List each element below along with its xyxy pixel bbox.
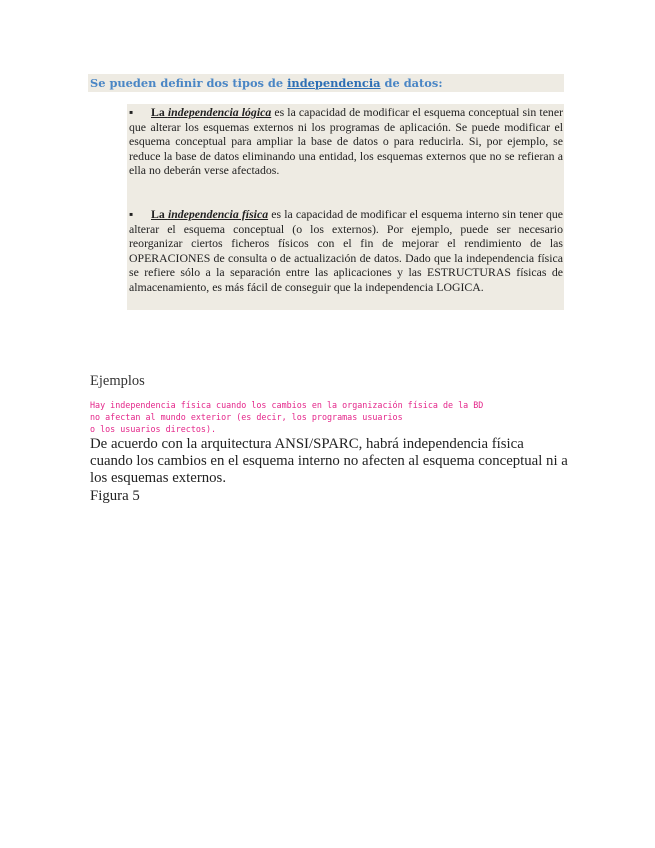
- definition-fisica: [129, 207, 563, 295]
- heading-prefix: Se pueden definir dos tipos de: [90, 76, 288, 90]
- term-fisica: [151, 207, 268, 221]
- independencia-link[interactable]: independencia: [287, 76, 381, 90]
- term-article: La: [151, 207, 168, 221]
- bullet-icon: ▪: [129, 207, 134, 221]
- example-code-block: Hay independencia física cuando los cambios en la organización física de la BD no afectan al mundo exterior (es decir, los programas usuarios o los usuarios directos).: [90, 400, 484, 434]
- heading-suffix: de datos:: [380, 76, 443, 90]
- figure-caption: Figura 5: [90, 488, 140, 504]
- definition-text: es la capacidad de modificar el esquema conceptual sin tener que alterar los esquemas externos ni los programas de aplicación. Se puede modificar el esquema conceptual para ampliar la base de datos o para reducirla. Si, por ejemplo, se reduce la base de datos eliminando una entidad, los esquemas externos que no se refieran a ella no deberán verse afectados.: [129, 105, 563, 178]
- term-name: independencia física: [167, 207, 269, 221]
- term-article: La: [151, 105, 168, 119]
- ansi-sparc-paragraph: De acuerdo con la arquitectura ANSI/SPARC, habrá independencia física cuando los cambios en el esquema interno no afecten al esquema conceptual ni a los esquemas externos.: [90, 436, 568, 486]
- definition-text: es la capacidad de modificar el esquema interno sin tener que alterar el esquema conceptual (o los externos). Por ejemplo, puede ser necesario reorganizar ciertos ficheros físicos con el fin de mejorar el rendimiento de las OPERACIONES de consulta o de actualización de datos. Dado que la independencia física se refiere sólo a la separación entre las aplicaciones y las ESTRUCTURAS físicas de almacenamiento, es más fácil de conseguir que la independencia LOGICA.: [129, 207, 563, 294]
- bullet-icon: ▪: [129, 105, 134, 119]
- section-heading: [88, 74, 564, 92]
- term-logica: [151, 105, 271, 119]
- ejemplos-heading: Ejemplos: [90, 373, 145, 389]
- definition-logica: [129, 105, 563, 178]
- term-name: independencia lógica: [167, 105, 272, 119]
